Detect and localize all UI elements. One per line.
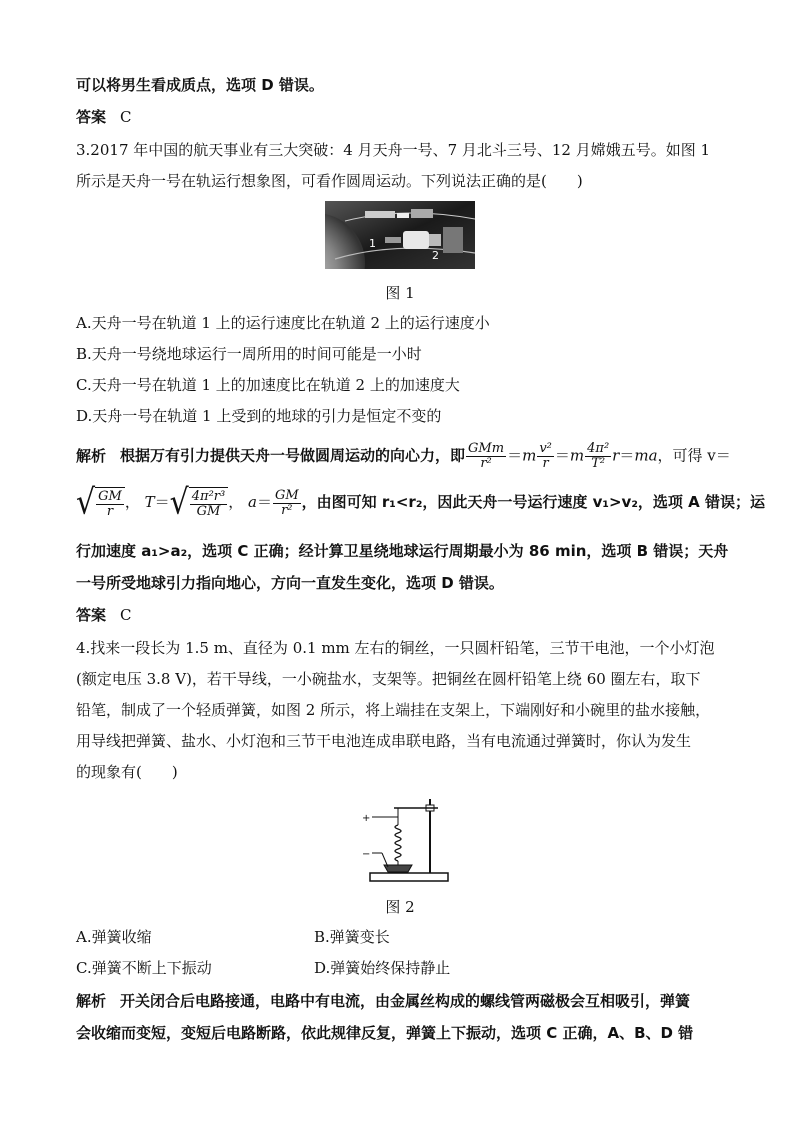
- q3-answer: [76, 604, 132, 626]
- q3-analysis-line-2: √ $\frac{GM}{r}$ ， T＝ √ $\frac{\text{4π²r³}}{GM}$ ， a＝ $\frac{GM}{\text{r²}}$ ，由图可知 r₁<r₂，因此天舟一号运行速度 v₁>v₂，选项 A 错误；运: [76, 482, 765, 523]
- q4-option-a: A.弹簧收缩: [76, 928, 152, 946]
- q3-option-d: D.天舟一号在轨道 1 上受到的地球的引力是恒定不变的: [76, 407, 442, 425]
- spacecraft-illustration: [325, 201, 475, 269]
- answer-value: C: [120, 606, 132, 624]
- spring-circuit-diagram: [352, 795, 452, 885]
- formula-period: √ $\frac{\text{4π²r³}}{GM}$: [170, 487, 229, 519]
- q4-stem-line-1: 4.找来一段长为 1.5 m、直径为 0.1 mm 左右的铜丝，一只圆杆铅笔，三节干电池，一个小灯泡: [76, 639, 715, 657]
- q4-stem-line-5: 的现象有( ): [76, 763, 178, 781]
- answer-value: C: [120, 108, 132, 126]
- q3-analysis-line-1: 解析 根据万有引力提供天舟一号做圆周运动的向心力，即 $\frac{\text{GMm}}{\text{r²}}$ ＝m $\frac{\text{v²}}{r}$ ＝m $\frac{\text{4π²}}{\text{T²}}$ r＝ma，可得 v＝: [76, 441, 731, 471]
- formula-v2-over-r: $\frac{\text{v²}}{r}$: [539, 441, 552, 471]
- q4-analysis-line-1: [76, 990, 690, 1012]
- analysis-text-a: 根据万有引力提供天舟一号做圆周运动的向心力，即: [120, 446, 466, 465]
- formula-sqrt-gm-over-r: √ $\frac{GM}{r}$: [76, 487, 125, 519]
- q4-figure-spring-apparatus: [352, 795, 452, 885]
- q3-stem-line-2: 所示是天舟一号在轨运行想象图，可看作圆周运动。下列说法正确的是( ): [76, 172, 583, 190]
- analysis-label: 解析: [76, 446, 107, 465]
- q4-stem-line-3: 铅笔，制成了一个轻质弹簧，如图 2 所示，将上端挂在支架上，下端刚好和小碗里的盐水接触，: [76, 701, 711, 719]
- q3-stem-line-1: 3.2017 年中国的航天事业有三大突破：4 月天舟一号、7 月北斗三号、12 月嫦娥五号。如图 1: [76, 141, 711, 159]
- q3-figure-caption: 图 1: [385, 284, 415, 302]
- formula-acceleration: $\frac{GM}{\text{r²}}$: [274, 487, 299, 518]
- q3-analysis-line-3: 行加速度 a₁>a₂，选项 C 正确；经计算卫星绕地球运行周期最小为 86 min，选项 B 错误；天舟: [76, 542, 729, 560]
- orbit-marker-1: 1: [369, 237, 376, 250]
- analysis-text-l2: ，由图可知 r₁<r₂，因此天舟一号运行速度 v₁>v₂，选项 A 错误；运: [301, 493, 765, 511]
- terminal-minus: −: [362, 849, 371, 860]
- q3-option-c: C.天舟一号在轨道 1 上的加速度比在轨道 2 上的加速度大: [76, 376, 460, 394]
- q3-option-b: B.天舟一号绕地球运行一周所用的时间可能是一小时: [76, 345, 422, 363]
- q4-analysis-line-2: 会收缩而变短，变短后电路断路，依此规律反复，弹簧上下振动，选项 C 正确，A、B、D 错: [76, 1024, 694, 1042]
- q3-option-a: A.天舟一号在轨道 1 上的运行速度比在轨道 2 上的运行速度小: [76, 314, 490, 332]
- q4-stem-line-4: 用导线把弹簧、盐水、小灯泡和三节干电池连成串联电路，当有电流通过弹簧时，你认为发生: [76, 732, 692, 750]
- q3-figure-spacecraft: [325, 201, 475, 269]
- formula-4pi2-over-t2: $\frac{\text{4π²}}{\text{T²}}$: [587, 441, 610, 471]
- q3-analysis-line-4: 一号所受地球引力指向地心，方向一直发生变化，选项 D 错误。: [76, 574, 504, 592]
- q4-option-c: C.弹簧不断上下振动: [76, 959, 212, 977]
- prev-question-tail: 可以将男生看成质点，选项 D 错误。: [76, 76, 324, 94]
- analysis-label: 解析: [76, 992, 107, 1010]
- q4-figure-caption: 图 2: [385, 898, 415, 916]
- q4-option-d: D.弹簧始终保持静止: [314, 959, 451, 977]
- analysis-text: 开关闭合后电路接通，电路中有电流，由金属丝构成的螺线管两磁极会互相吸引，弹簧: [120, 992, 691, 1010]
- terminal-plus: +: [362, 813, 371, 824]
- prev-answer: [76, 106, 132, 128]
- q4-option-b: B.弹簧变长: [314, 928, 390, 946]
- q4-stem-line-2: (额定电压 3.8 V)，若干导线，一小碗盐水，支架等。把铜丝在圆杆铅笔上绕 60 圈左右，取下: [76, 670, 701, 688]
- answer-label: 答案: [76, 108, 107, 126]
- orbit-marker-2: 2: [432, 249, 439, 262]
- analysis-text-b: ，可得 v＝: [657, 446, 731, 465]
- answer-label: 答案: [76, 606, 107, 624]
- formula-gmm-over-r2: $\frac{\text{GMm}}{\text{r²}}$: [468, 441, 505, 471]
